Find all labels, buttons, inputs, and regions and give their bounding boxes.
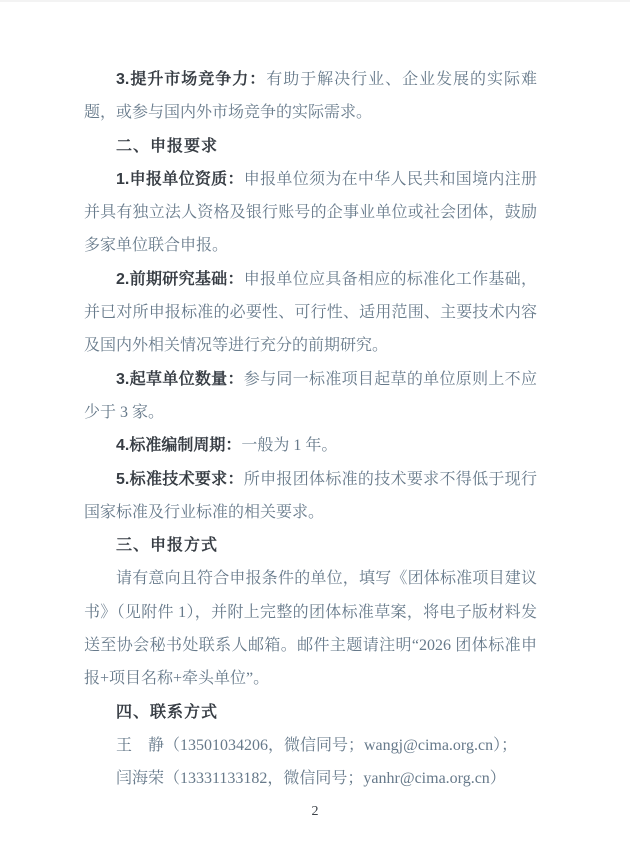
para-lead-bold: 4.标准编制周期： [116,437,242,455]
page-number: 2 [311,804,319,819]
para-body-text: 闫海荣（13331133182，微信同号；yanhr@cima.org.cn） [116,770,506,788]
para-preliminary-research [84,263,537,363]
para-body-text: 参与同一标准项目起草的单位原则上不应少于 3 家。 [84,370,537,421]
para-body-text: 请有意向且符合申报条件的单位，填写《团体标准项目建议书》（见附件 1），并附上完整的团体标准草案，将电子版材料发送至协会秘书处联系人邮箱。邮件主题请注明“2026 团体标准申报+项目名称+牵头单位”。 [84,570,537,688]
para-body-text: 一般为 1 年。 [241,437,338,455]
para-body-text: 所申报团体标准的技术要求不得低于现行国家标准及行业标准的相关要求。 [84,470,537,521]
heading-application-method: 三、申报方式 [116,537,219,555]
para-lead-bold: 5.标准技术要求： [116,470,244,488]
heading-contact-info: 四、联系方式 [116,703,219,721]
para-body-text: 有助于解决行业、企业发展的实际难题，或参与国内外市场竞争的实际需求。 [84,71,537,122]
para-contact-yanhairong [84,762,537,795]
para-lead-bold: 3.提升市场竞争力： [116,71,267,88]
para-body-text: 申报单位须为在中华人民共和国境内注册并具有独立法人资格及银行账号的企事业单位或社会团体，鼓励多家单位联合申报。 [84,170,537,255]
para-contact-wangjing [84,729,537,762]
para-lead-bold: 1.申报单位资质： [116,170,244,188]
para-drafting-units-count [84,363,537,430]
para-lead-bold: 2.前期研究基础： [116,270,244,288]
para-applicant-qualification [84,163,537,263]
para-body-text: 申报单位应具备相应的标准化工作基础，并已对所申报标准的必要性、可行性、适用范围、主要技术内容及国内外相关情况等进行充分的前期研究。 [84,270,537,355]
para-compilation-cycle [84,429,537,462]
para-market-competitiveness [84,63,537,130]
para-technical-requirements [84,463,537,530]
para-application-method [84,562,537,695]
heading-application-requirements: 二、申报要求 [116,137,219,155]
para-lead-bold: 3.起草单位数量： [116,370,244,388]
para-body-text: 王 静（13501034206，微信同号；wangj@cima.org.cn）； [116,736,518,754]
